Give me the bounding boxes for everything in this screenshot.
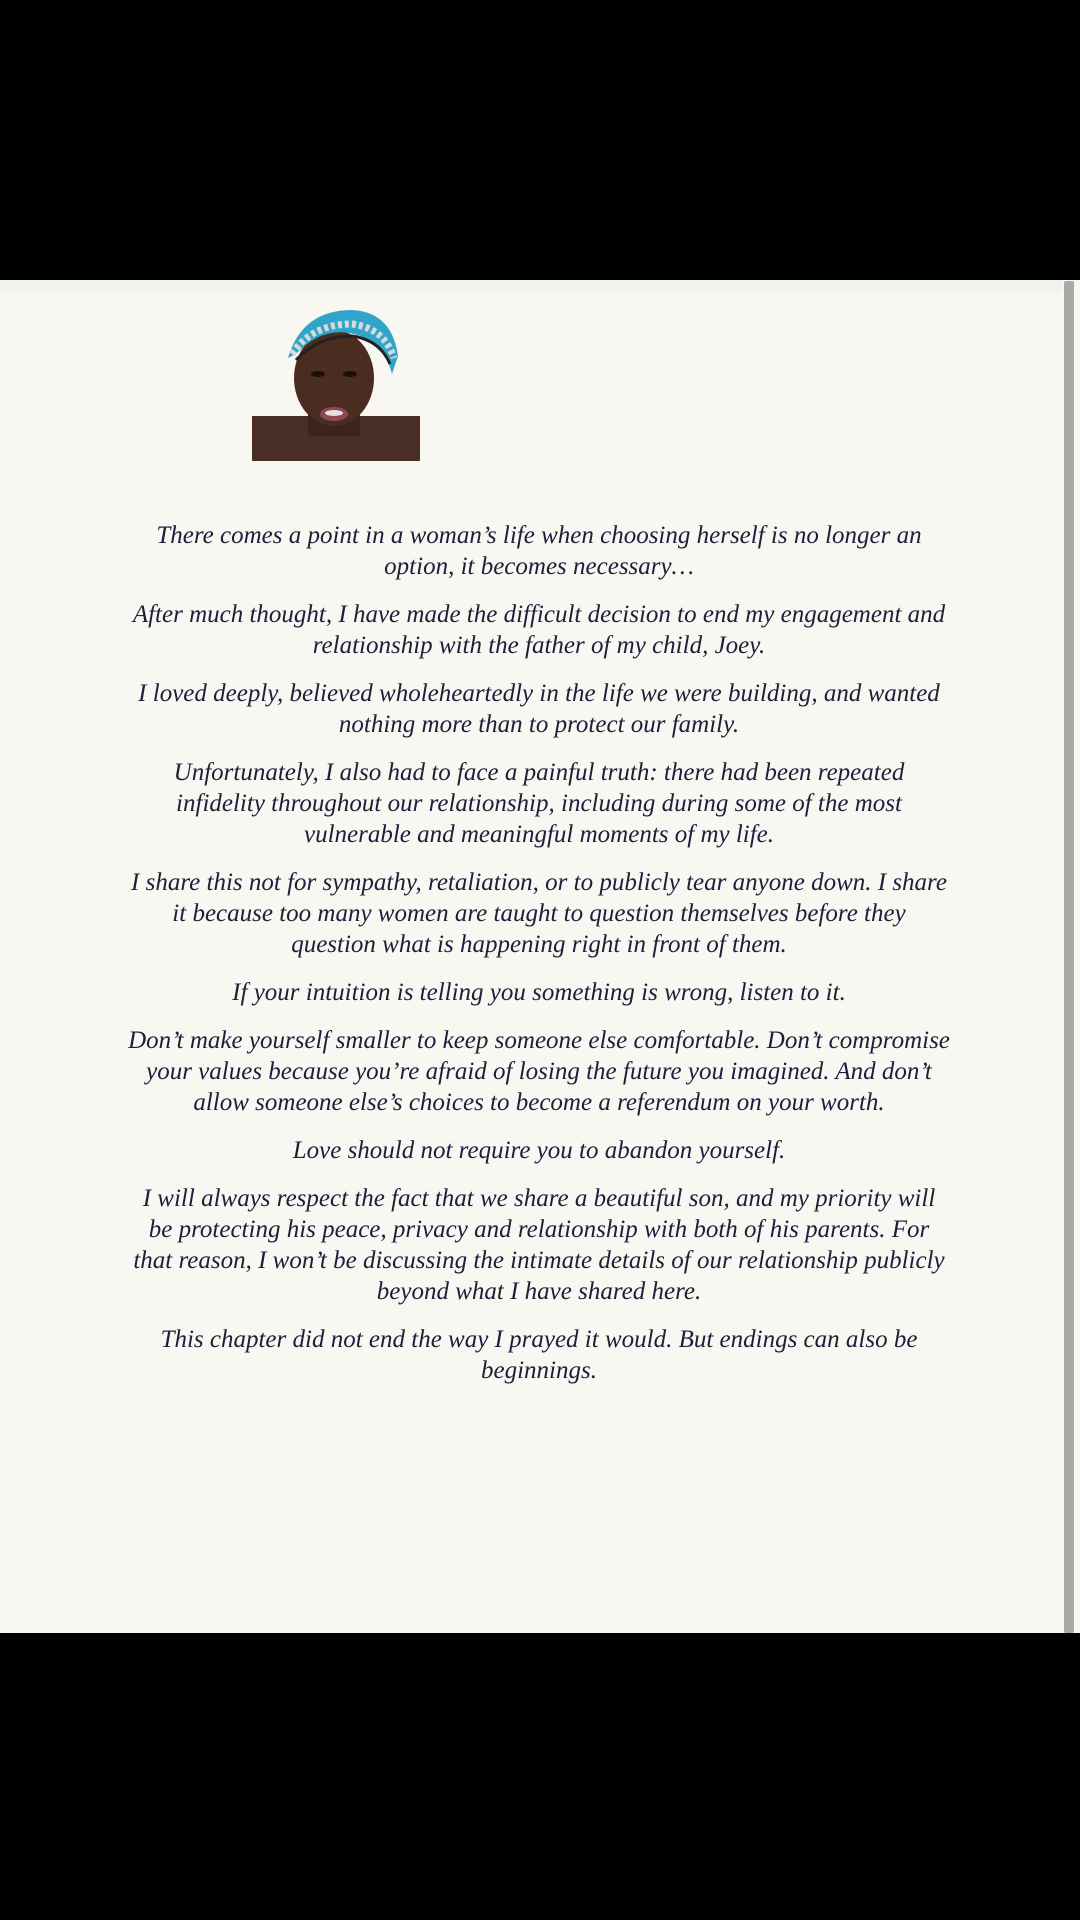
paragraph: If your intuition is telling you something is wrong, listen to it. — [232, 979, 846, 1006]
page-top-edge — [0, 280, 1070, 292]
scrollbar-thumb[interactable] — [1064, 281, 1074, 1633]
paragraph: I will always respect the fact that we share a beautiful son, and my priority will be protecting his peace, privacy and relationship with both of his parents. For that reason, I won’t be discussing the intimate details of our relationship publicly beyond what I have shared here. — [133, 1185, 945, 1305]
person-video-icon — [252, 296, 420, 461]
paragraph: There comes a point in a woman’s life when choosing herself is no longer an option, it becomes necessary… — [156, 522, 922, 580]
paragraph: Don’t make yourself smaller to keep someone else comfortable. Don’t compromise your values because you’re afraid of losing the future you imagined. And don’t allow someone else’s choices to become a referendum on your worth. — [128, 1027, 950, 1116]
paragraph: Unfortunately, I also had to face a painful truth: there had been repeated infidelity throughout our relationship, including during some of the most vulnerable and meaningful moments of my life. — [173, 759, 905, 848]
bottom-black-bar — [0, 1633, 1080, 1920]
paragraph: I share this not for sympathy, retaliation, or to publicly tear anyone down. I share it because too many women are taught to question themselves before they question what is happening right in front of them. — [131, 869, 947, 958]
paragraph: I loved deeply, believed wholeheartedly in the life we were building, and wanted nothing more than to protect our family. — [138, 680, 940, 738]
paragraph: Love should not require you to abandon yourself. — [292, 1137, 786, 1164]
webcam-overlay — [252, 296, 420, 461]
statement-text — [128, 520, 950, 1403]
paragraph: After much thought, I have made the difficult decision to end my engagement and relationship with the father of my child, Joey. — [132, 601, 946, 659]
top-black-bar — [0, 0, 1080, 280]
paragraph: This chapter did not end the way I prayed it would. But endings can also be beginnings. — [160, 1326, 918, 1384]
